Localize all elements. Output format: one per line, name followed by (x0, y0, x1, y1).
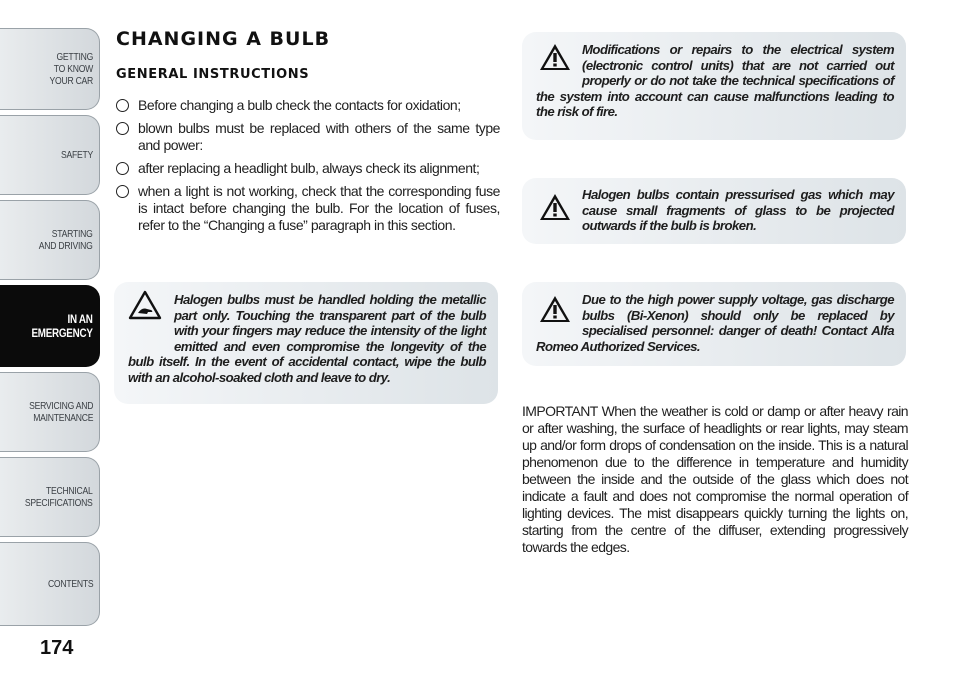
page-title: CHANGING A BULB (116, 28, 331, 50)
list-item (116, 120, 500, 154)
tab-contents[interactable] (0, 542, 100, 626)
warning-pressurised-gas (522, 178, 906, 244)
warning-high-voltage-text: Due to the high power supply voltage, gas discharge bulbs (Bi-Xenon) should only be replaced by specialised personnel: danger of death! Contact Alfa Romeo Authorized Services. (536, 292, 894, 354)
bullet-circle-icon (116, 99, 129, 112)
instruction-list (116, 97, 500, 240)
list-item (116, 183, 500, 234)
bullet-circle-icon (116, 162, 129, 175)
important-note: IMPORTANT When the weather is cold or damp or after heavy rain or after washing, the surface of headlights or rear lights, may steam up and/or form drops of condensation on the inside. This is a natural phenomenon due to the difference in temperature and humidity between the inside and the outside of the glass which does not indicate a fault and does not compromise the normal operation of lighting devices. The mist disappears quickly turning the lights on, starting from the centre of the diffuser, extending progressively towards the edges. (522, 403, 908, 555)
bullet-circle-icon (116, 185, 129, 198)
section-heading: GENERAL INSTRUCTIONS (116, 67, 310, 82)
list-item-text: Before changing a bulb check the contacts for oxidation; (138, 97, 461, 113)
tab-label: SERVICING AND MAINTENANCE (28, 400, 93, 424)
list-item-text: blown bulbs must be replaced with others of the same type and power: (138, 120, 500, 153)
page-number: 174 (40, 637, 74, 659)
bulb-handling-note (114, 282, 498, 404)
list-item-text: after replacing a headlight bulb, always check its alignment; (138, 160, 480, 176)
warning-pressurised-gas-text: Halogen bulbs contain pressurised gas which may cause small fragments of glass to be projected outwards if the bulb is broken. (582, 187, 894, 234)
tab-starting-and-driving[interactable] (0, 200, 100, 280)
list-item-text: when a light is not working, check that the corresponding fuse is intact before changing the bulb. For the location of fuses, refer to the “Changing a fuse” paragraph in this section. (138, 183, 500, 233)
tab-servicing-and-maintenance[interactable] (0, 372, 100, 452)
list-item (116, 160, 500, 177)
tab-getting-to-know-your-car[interactable] (0, 28, 100, 110)
tab-label: CONTENTS (47, 578, 93, 590)
tab-label: IN AN EMERGENCY (31, 312, 93, 340)
tab-label: TECHNICAL SPECIFICATIONS (25, 485, 93, 509)
tab-safety[interactable] (0, 115, 100, 195)
warning-electrical (522, 32, 906, 140)
list-item (116, 97, 500, 114)
bullet-circle-icon (116, 122, 129, 135)
tab-label: STARTING AND DRIVING (39, 228, 93, 252)
warning-high-voltage (522, 282, 906, 366)
tab-technical-specifications[interactable] (0, 457, 100, 537)
tab-label: SAFETY (60, 149, 93, 161)
tab-in-an-emergency[interactable] (0, 285, 100, 367)
bulb-handling-text: Halogen bulbs must be handled holding the metallic part only. Touching the transparent part of the bulb with your fingers may reduce the intensity of the light emitted and even compromise the longevity of the bulb itself. In the event of accidental contact, wipe the bulb with an alcohol-soaked cloth and leave to dry. (128, 292, 486, 385)
tab-label: GETTING TO KNOW YOUR CAR (49, 51, 93, 87)
warning-electrical-text: Modifications or repairs to the electrical system (electronic control units) that are not carried out properly or do not take the technical specifications of the system into account can cause malfunctions leading to the risk of fire. (536, 42, 894, 120)
warning-triangle-icon (538, 192, 572, 222)
